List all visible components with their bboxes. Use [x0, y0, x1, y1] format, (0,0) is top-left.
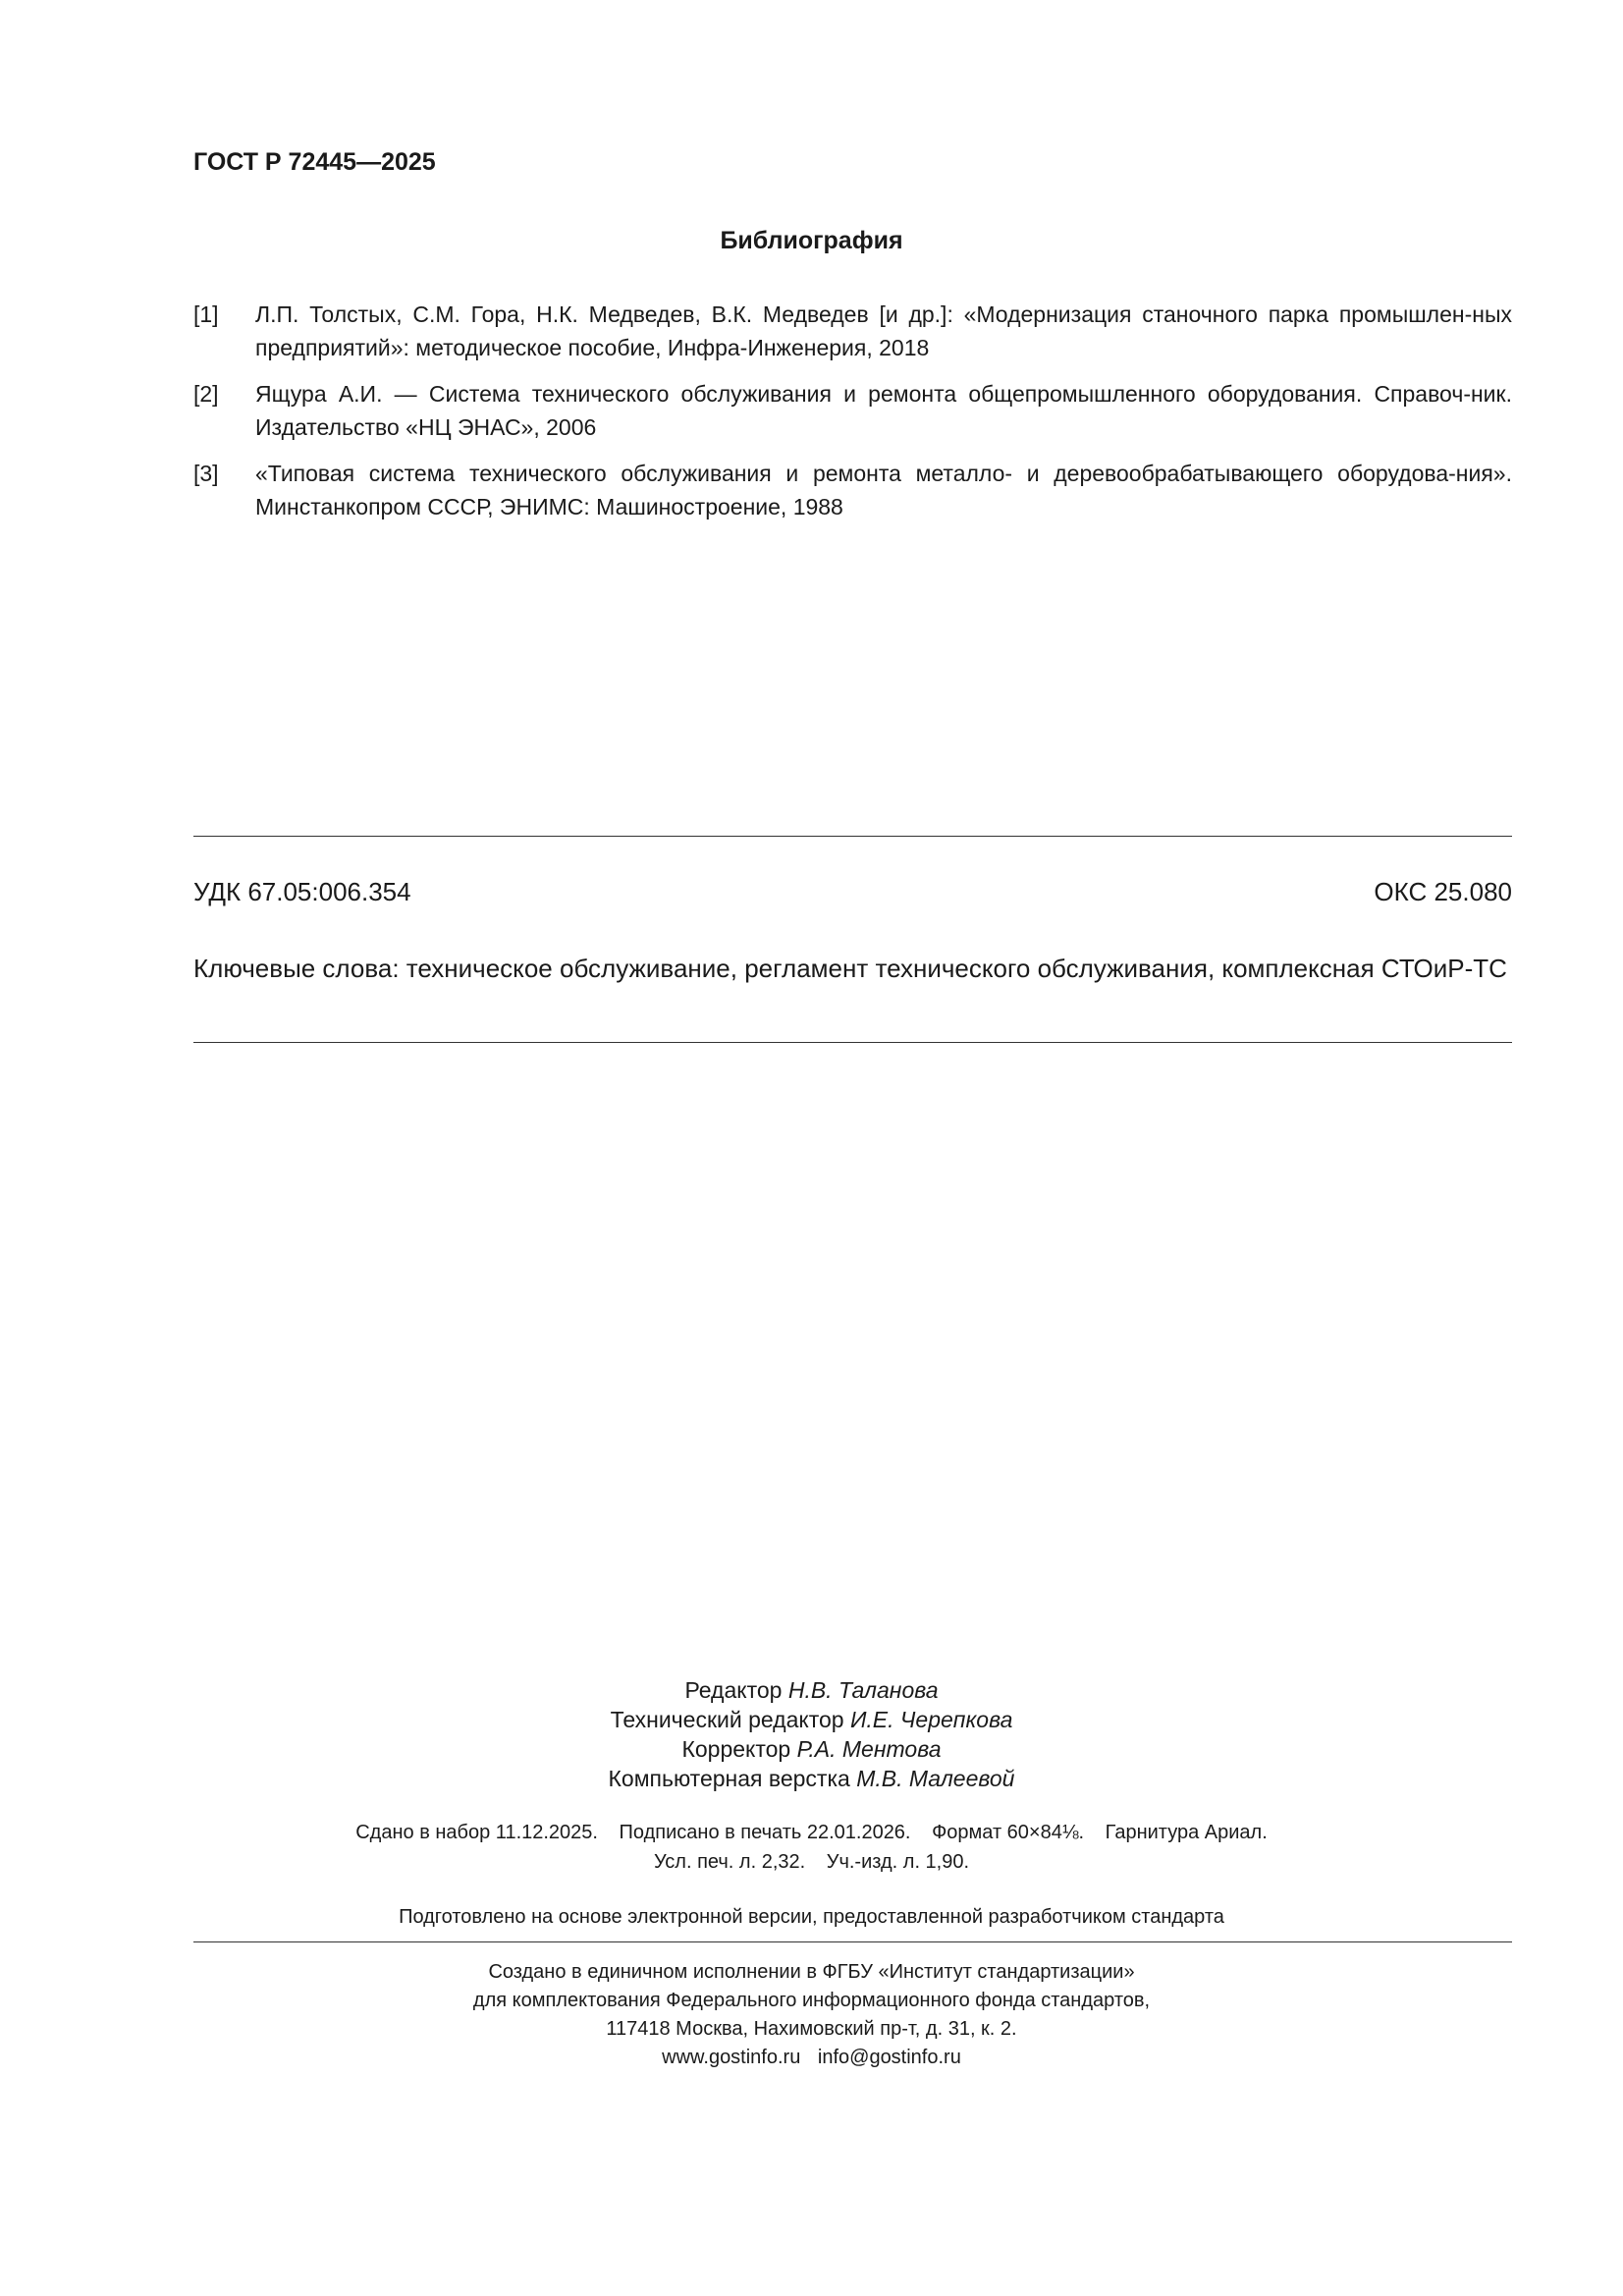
divider	[193, 836, 1512, 837]
entry-number: [3]	[193, 461, 219, 486]
imprint-publishing-sheets: Уч.-изд. л. 1,90.	[826, 1851, 970, 1873]
credit-line	[0, 1705, 1623, 1734]
publisher-line: для комплектования Федерального информационного фонда стандартов,	[472, 1990, 1151, 2011]
imprint-line	[0, 1847, 1623, 1877]
imprint-format: Формат 60×84⅛.	[932, 1822, 1085, 1843]
entry-number: [2]	[193, 381, 219, 407]
credit-name: Р.А. Ментова	[796, 1736, 942, 1762]
entry-text: «Типовая система технического обслуживания и ремонта металло- и деревообрабатывающего оборудова-ния». Минстанкопром СССР, ЭНИМС: Машиностроение, 1988	[255, 461, 1512, 519]
publisher-address: 117418 Москва, Нахимовский пр-т, д. 31, к. 2.	[606, 2018, 1017, 2040]
document-code: ГОСТ Р 72445—2025	[193, 148, 436, 176]
publisher-contacts	[0, 2044, 1623, 2072]
credit-line	[0, 1764, 1623, 1793]
credit-role: Редактор	[684, 1677, 783, 1703]
publisher-line: Создано в единичном исполнении в ФГБУ «Институт стандартизации»	[488, 1961, 1135, 1983]
credit-name: М.В. Малеевой	[856, 1766, 1015, 1791]
bibliography-entry	[193, 377, 1512, 444]
entry-text: Ящура А.И. — Система технического обслуживания и ремонта общепромышленного оборудования. Справоч-ник. Издательство «НЦ ЭНАС», 2006	[255, 381, 1512, 440]
credit-line	[0, 1734, 1623, 1764]
keywords: Ключевые слова: техническое обслуживание, регламент технического обслуживания, комплексная СТОиР-ТС	[193, 954, 1507, 983]
divider	[193, 1042, 1512, 1043]
imprint-print-date: Подписано в печать 22.01.2026.	[619, 1822, 911, 1843]
imprint-typeface: Гарнитура Ариал.	[1105, 1822, 1268, 1843]
imprint-print-sheets: Усл. печ. л. 2,32.	[653, 1851, 806, 1873]
publisher-block	[0, 1958, 1623, 2072]
entry-text: Л.П. Толстых, С.М. Гора, Н.К. Медведев, В.К. Медведев [и др.]: «Модернизация станочного парка промышлен-ных предприятий»: методическое пособие, Инфра-Инженерия, 2018	[255, 301, 1512, 360]
credit-name: Н.В. Таланова	[787, 1677, 939, 1703]
credit-name: И.Е. Черепкова	[849, 1707, 1013, 1732]
bibliography-entry	[193, 457, 1512, 523]
prepared-note: Подготовлено на основе электронной версии, предоставленной разработчиком стандарта	[399, 1906, 1224, 1928]
divider	[193, 1941, 1512, 1942]
credit-role: Технический редактор	[610, 1707, 844, 1732]
website-link[interactable]: www.gostinfo.ru	[662, 2047, 801, 2068]
oks-code: ОКС 25.080	[1374, 877, 1512, 906]
imprint-typeset-date: Сдано в набор 11.12.2025.	[355, 1822, 598, 1843]
credit-line	[0, 1675, 1623, 1705]
credit-role: Корректор	[681, 1736, 791, 1762]
imprint-line	[0, 1818, 1623, 1847]
bibliography-title: Библиография	[720, 227, 903, 254]
entry-number: [1]	[193, 301, 219, 327]
udk-code: УДК 67.05:006.354	[193, 877, 411, 906]
credit-role: Компьютерная верстка	[608, 1766, 850, 1791]
bibliography-entry	[193, 298, 1512, 364]
email-link[interactable]: info@gostinfo.ru	[817, 2047, 961, 2068]
